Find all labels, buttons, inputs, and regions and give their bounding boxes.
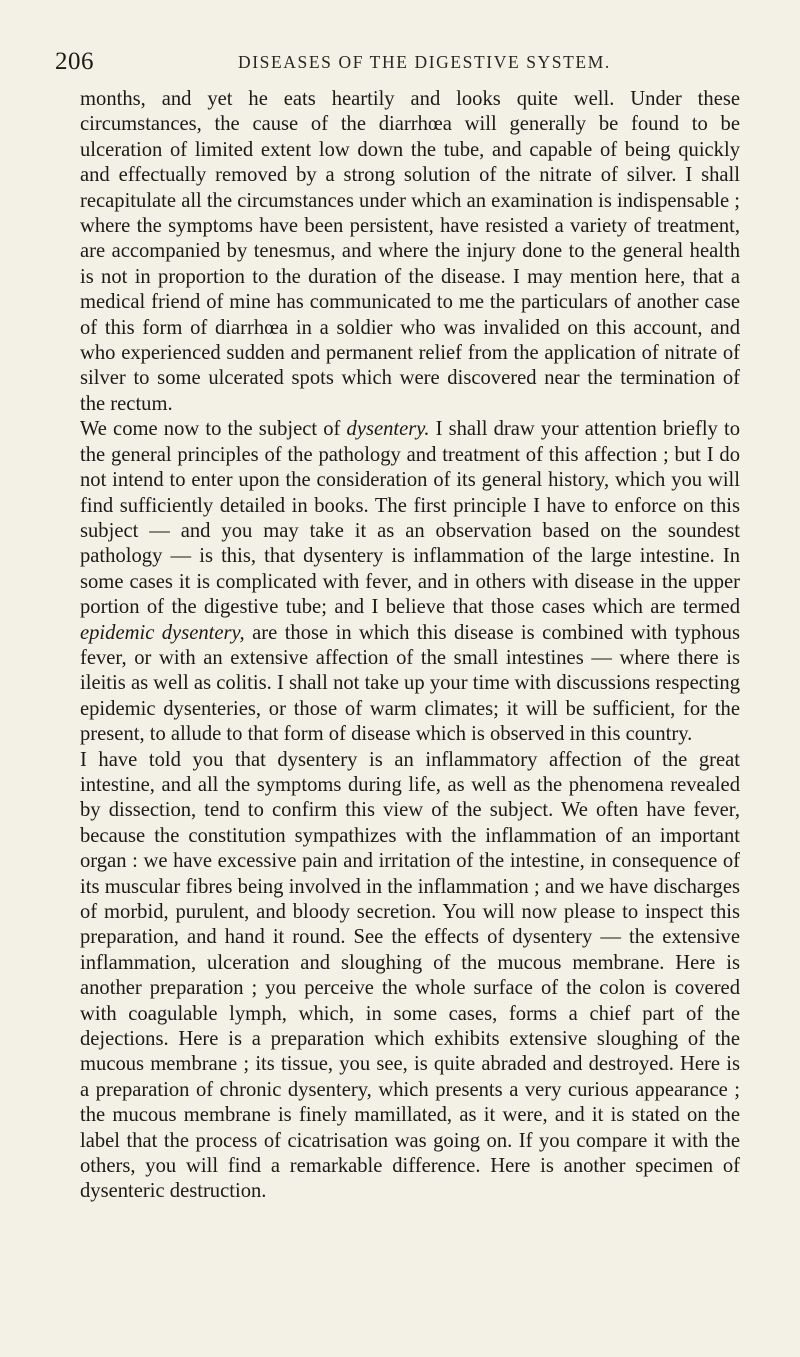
text-run: months, and yet he eats heartily and looks quite well. Under these circumstances, the cause of the diarrhœa will generally be found to be ulceration of limited extent low down the tube, and capable of being quickly and effectually removed by a strong solution of the nitrate of silver. I shall recapitulate all the circumstances under which an examination is indispensable ; where the symptoms have been persistent, have resisted a variety of treatment, are accompanied by tenesmus, and where the injury done to the general health is not in proportion to the duration of the disease. I may mention here, that a medical friend of mine has communicated to me the particulars of another case of this form of diarrhœa in a soldier who was invalided on this account, and who experienced sudden and permanent relief from the application of nitrate of silver to some ulcerated spots which were discovered near the termination of the rectum. <box>80 88 740 415</box>
paragraph <box>80 87 740 417</box>
italic-term: dysentery. <box>346 418 430 441</box>
paragraph <box>80 748 740 1205</box>
body-text <box>80 87 740 1205</box>
page-number: 206 <box>55 48 94 75</box>
paragraph <box>80 417 740 747</box>
page-header <box>55 48 740 82</box>
text-run: are those in which this disease is combined with typhous fever, or with an extensive affection of the small intestines — where there is ileitis as well as colitis. I shall not take up your time with discussions respecting epidemic dysenteries, or those of warm climates; it will be sufficient, for the present, to allude to that form of disease which is observed in this country. <box>80 621 740 746</box>
running-head: DISEASES OF THE DIGESTIVE SYSTEM. <box>238 52 611 72</box>
text-run: I shall draw your attention briefly to the general principles of the pathology and treatment of this affection ; but I do not intend to enter upon the consideration of its general history, which you will find sufficiently detailed in books. The first principle I have to enforce on this subject — and you may take it as an observation based on the soundest pathology — is this, that dysentery is inflammation of the large intestine. In some cases it is complicated with fever, and in others with disease in the upper portion of the digestive tube; and I believe that those cases which are termed <box>80 418 740 619</box>
text-run: I have told you that dysentery is an inflammatory affection of the great intestine, and all the symptoms during life, as well as the phenomena revealed by dissection, tend to confirm this view of the subject. We often have fever, because the constitution sympathizes with the inflammation of an important organ : we have excessive pain and irritation of the intestine, in consequence of its muscular fibres being involved in the inflammation ; and we have discharges of morbid, purulent, and bloody secretion. You will now please to inspect this preparation, and hand it round. See the effects of dysentery — the extensive inflammation, ulceration and sloughing of the mucous membrane. Here is another preparation ; you perceive the whole surface of the colon is covered with coagulable lymph, which, in some cases, forms a chief part of the dejections. Here is a preparation which exhibits extensive sloughing of the mucous membrane ; its tissue, you see, is quite abraded and destroyed. Here is a preparation of chronic dysentery, which presents a very curious appearance ; the mucous membrane is finely mamillated, as it were, and it is stated on the label that the process of cicatrisation was going on. If you compare it with the others, you will find a remarkable difference. Here is another specimen of dysenteric destruction. <box>80 748 740 1203</box>
italic-term: epidemic dysentery, <box>80 621 245 644</box>
text-run: We come now to the subject of <box>80 418 347 441</box>
